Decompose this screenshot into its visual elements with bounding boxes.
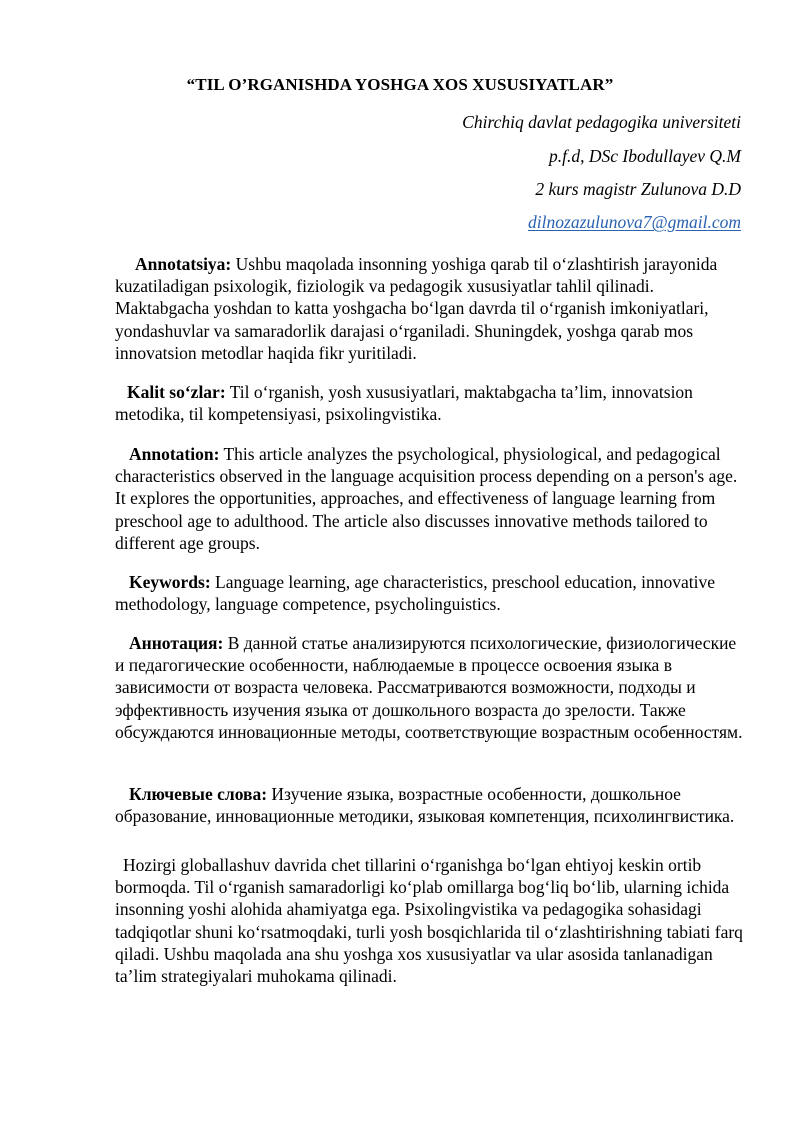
- keywords-paragraph: [115, 571, 747, 615]
- author-name: 2 kurs magistr Zulunova D.D: [535, 179, 741, 199]
- annotaciya-ru-label: Аннотация:: [129, 633, 224, 653]
- annotaciya-ru-text: В данной статье анализируются психологические, физиологические и педагогические особенности, наблюдаемые в процессе освоения языка в зависимости от возраста человека. Рассматриваются возможности, подходы и эффективность изучения языка от дошкольного возраста до зрелости. Также обсуждаются инновационные методы, соответствующие возрастным особенностям.: [115, 633, 743, 742]
- keywords-label: Keywords:: [129, 572, 211, 592]
- kalit-sozlar-paragraph: [115, 381, 747, 425]
- kalit-sozlar-label: Kalit so‘zlar:: [127, 382, 226, 402]
- annotation-label: Annotation:: [129, 444, 220, 464]
- klyuchevye-ru-text: Изучение языка, возрастные особенности, дошкольное образование, инновационные методики, языковая компетенция, психолингвистика.: [115, 784, 735, 827]
- intro-paragraph: Hozirgi globallashuv davrida chet tillarini o‘rganishga bo‘lgan ehtiyoj keskin ortib bormoqda. Til o‘rganish samaradorligi ko‘plab omillarga bog‘liq bo‘lib, ularning ichida insonning yoshi alohida ahamiyatga ega. Psixolingvistika va pedagogika sohasidagi tadqiqotlar shuni ko‘rsatmoqdaki, turli yosh bosqichlarida til o‘zlashtirishning tabiati farq qiladi. Ushbu maqolada ana shu yoshga xos xususiyatlar va ular asosida tanlanadigan ta’lim strategiyalari muhokama qilinadi.: [115, 855, 743, 987]
- klyuchevye-ru-label: Ключевые слова:: [129, 784, 268, 804]
- annotation-text: This article analyzes the psychological, physiological, and pedagogical characteristics observed in the language acquisition process depending on a person's age. It explores the opportunities, approaches, and effectiveness of language learning from preschool age to adulthood. The article also discusses innovative methods tailored to different age groups.: [115, 444, 738, 553]
- keywords-text: Language learning, age characteristics, preschool education, innovative methodology, language competence, psycholinguistics.: [115, 572, 716, 615]
- annotaciya-ru-paragraph: [115, 632, 747, 743]
- annotatsiya-text: Ushbu maqolada insonning yoshiga qarab til o‘zlashtirish jarayonida kuzatiladigan psixologik, fiziologik va pedagogik xususiyatlar tahlil qilinadi. Maktabgacha yoshdan to katta yoshgacha bo‘lgan davrda til o‘rganish imkoniyatlari, yondashuvlar va samaradorlik darajasi o‘rganiladi. Shuningdek, yoshga qarab mos innovatsion metodlar haqida fikr yuritiladi.: [115, 254, 718, 363]
- advisor-name: p.f.d, DSc Ibodullayev Q.M: [549, 146, 741, 166]
- author-email-line: [241, 211, 741, 233]
- annotatsiya-label: Annotatsiya:: [135, 254, 232, 274]
- article-title: “TIL O’RGANISHDA YOSHGA XOS XUSUSIYATLAR”: [186, 75, 614, 94]
- author-email-link[interactable]: dilnozazulunova7@gmail.com: [528, 212, 741, 232]
- annotation-paragraph: [115, 443, 747, 554]
- kalit-sozlar-text: Til o‘rganish, yosh xususiyatlari, maktabgacha ta’lim, innovatsion metodika, til kompetensiyasi, psixolingvistika.: [115, 382, 693, 425]
- annotatsiya-paragraph: [115, 253, 747, 364]
- university-name: Chirchiq davlat pedagogika universiteti: [462, 112, 741, 132]
- klyuchevye-ru-paragraph: [115, 783, 747, 827]
